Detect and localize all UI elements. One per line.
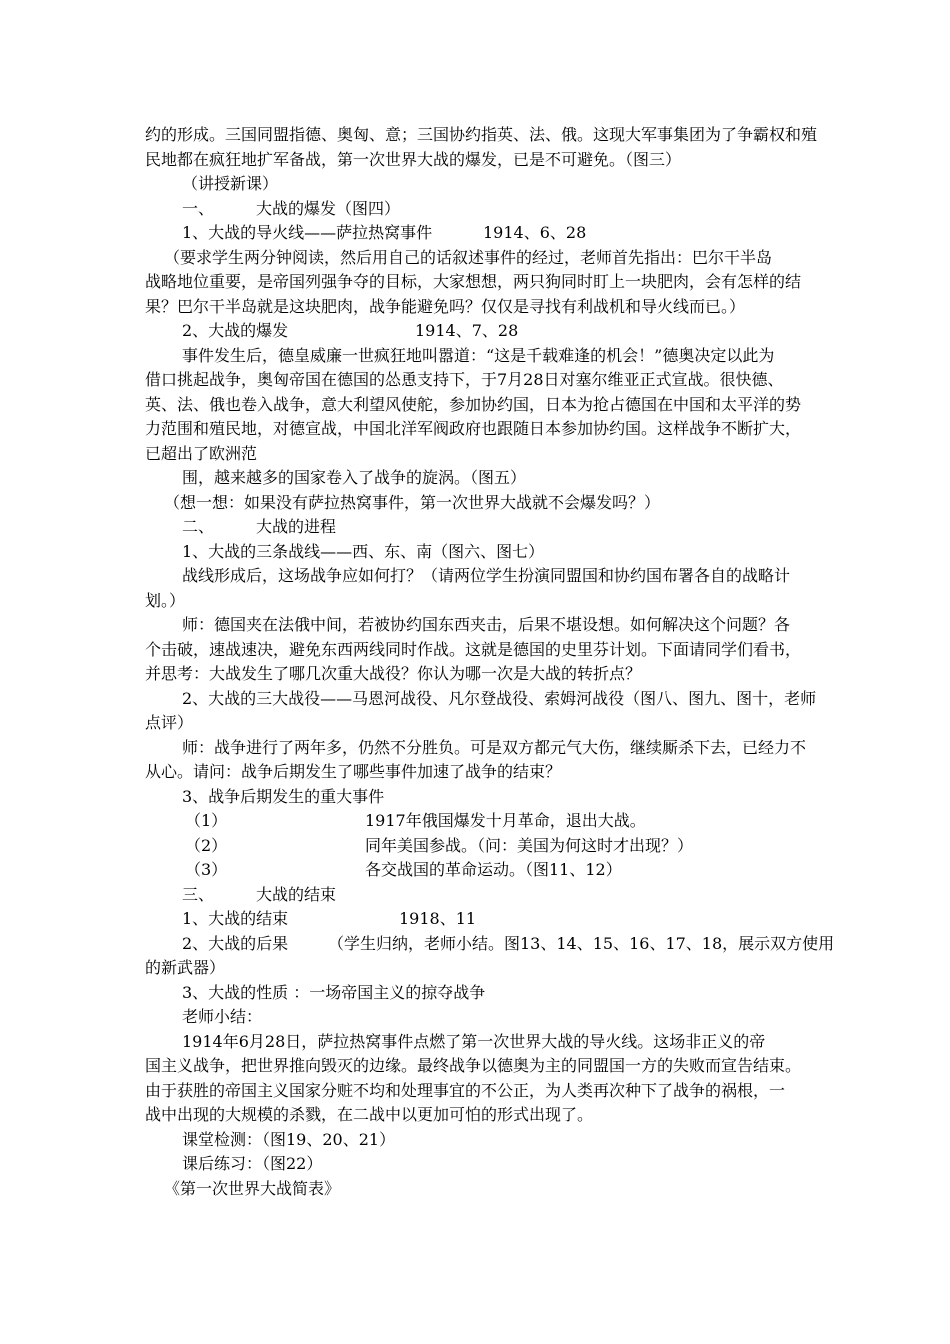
paragraph-line: 划。） — [145, 590, 186, 610]
list-text: 1917年俄国爆发十月革命，退出大战。 — [365, 811, 646, 830]
section-number: 二、 — [182, 517, 215, 536]
subsection-title: 1、大战的结束 — [182, 909, 289, 928]
paragraph-line: 1914年6月28日，萨拉热窝事件点燃了第一次世界大战的导火线。这场非正义的帝 — [182, 1031, 766, 1051]
document-page — [145, 123, 835, 1201]
list-item — [145, 858, 810, 883]
date-label: 1918、11 — [399, 909, 477, 928]
subsection-heading — [145, 907, 810, 932]
paragraph-line: 的新武器） — [145, 958, 226, 977]
paragraph-line: 果？巴尔干半岛就是这块肥肉，战争能避免吗？仅仅是寻找有利战机和导火线而已。） — [145, 296, 746, 316]
list-number: （3） — [185, 860, 228, 879]
paragraph-line: （要求学生两分钟阅读，然后用自己的话叙述事件的经过，老师首先指出：巴尔干半岛 — [164, 247, 773, 267]
paragraph-line: 已超出了欧洲范 — [145, 443, 258, 463]
section-title: 大战的进程 — [256, 517, 337, 536]
paragraph-line: 师：德国夹在法俄中间，若被协约国东西夹击，后果不堪设想。如何解决这个问题？各 — [182, 615, 791, 634]
subsection-title: 2、大战的爆发 — [182, 321, 289, 340]
paragraph-line: 战中出现的大规模的杀戮，在二战中以更加可怕的形式出现了。 — [145, 1105, 594, 1124]
paragraph-line: 课堂检测：（图19、20、21） — [182, 1129, 396, 1149]
paragraph-line: 个击破，速战速决，避免东西两线同时作战。这就是德国的史里芬计划。下面请同学们看书， — [145, 639, 802, 659]
paragraph-line: 力范围和殖民地，对德宣战，中国北洋军阀政府也跟随日本参加协约国。这样战争不断扩大， — [145, 419, 802, 438]
paragraph-line: 事件发生后，德皇威廉一世疯狂地叫嚣道：“这是千载难逢的机会！”德奥决定以此为 — [182, 345, 775, 365]
section-title: 大战的结束 — [256, 884, 337, 904]
section-title: 大战的爆发（图四） — [256, 198, 401, 218]
section-heading: （讲授新课） — [182, 174, 279, 193]
paragraph-line: 民地都在疯狂地扩军备战，第一次世界大战的爆发，已是不可避免。（图三） — [145, 149, 682, 169]
list-number: （2） — [185, 835, 228, 855]
list-text: 各交战国的革命运动。（图11、12） — [365, 860, 622, 879]
list-item — [145, 809, 810, 834]
paragraph-line: 师：战争进行了两年多，仍然不分胜负。可是双方都元气大伤，继续厮杀下去，已经力不 — [182, 737, 807, 757]
subsection-heading — [145, 221, 810, 246]
section-number: 三、 — [182, 884, 215, 904]
paragraph-line: 从心。请问：战争后期发生了哪些事件加速了战争的结束？ — [145, 762, 562, 781]
paragraph-text: （学生归纳，老师小结。图13、14、15、16、17、18，展示双方使用 — [328, 933, 835, 953]
date-label: 1914、7、28 — [415, 321, 519, 340]
section-heading — [145, 883, 810, 908]
paragraph-line: 约的形成。三国同盟指德、奥匈、意；三国协约指英、法、俄。这现大军事集团为了争霸权和殖 — [145, 125, 818, 144]
list-number: （1） — [185, 811, 228, 830]
paragraph-line: 课后练习：（图22） — [182, 1154, 323, 1173]
paragraph-line: 点评） — [145, 713, 194, 732]
paragraph-line: 英、法、俄也卷入战争，意大利望风使舵，参加协约国，日本为抢占德国在中国和太平洋的势 — [145, 394, 802, 414]
subsection-title: 1、大战的导火线——萨拉热窝事件 — [182, 223, 433, 242]
section-number: 一、 — [182, 198, 215, 218]
paragraph-line: 战线形成后，这场战争应如何打？（请两位学生扮演同盟国和协约国布署各自的战略计 — [182, 566, 791, 585]
paragraph-line: 围，越来越多的国家卷入了战争的旋涡。（图五） — [182, 468, 527, 487]
date-label: 1914、6、28 — [483, 223, 587, 242]
table-title: 《第一次世界大战简表》 — [164, 1178, 341, 1198]
paragraph-line: 借口挑起战争，奥匈帝国在德国的怂恿支持下，于7月28日对塞尔维亚正式宣战。很快德、 — [145, 370, 784, 389]
subsection-heading — [145, 932, 835, 957]
list-item — [145, 834, 810, 859]
paragraph-line: （想一想：如果没有萨拉热窝事件，第一次世界大战就不会爆发吗？） — [164, 492, 661, 512]
subsection-title: 2、大战的后果 — [182, 933, 289, 953]
section-heading — [145, 197, 810, 222]
paragraph-line: 并思考：大战发生了哪几次重大战役？你认为哪一次是大战的转折点？ — [145, 664, 642, 683]
list-text: 同年美国参战。（问：美国为何这时才出现？） — [365, 835, 694, 855]
section-heading — [145, 515, 810, 540]
subsection-heading — [145, 319, 810, 344]
paragraph-line: 战略地位重要，是帝国列强争夺的目标，大家想想，两只狗同时盯上一块肥肉，会有怎样的结 — [145, 272, 802, 291]
subsection-heading: 2、大战的三大战役——马恩河战役、凡尔登战役、索姆河战役（图八、图九、图十，老师 — [182, 688, 817, 708]
paragraph-line: 由于获胜的帝国主义国家分赃不均和处理事宜的不公正，为人类再次种下了战争的祸根，一 — [145, 1080, 786, 1100]
subsection-heading: 3、大战的性质 ：一场帝国主义的掠夺战争 — [182, 982, 486, 1002]
subsection-heading: 1、大战的三条战线——西、东、南（图六、图七） — [182, 541, 545, 561]
summary-label: 老师小结： — [182, 1007, 263, 1026]
subsection-heading: 3、战争后期发生的重大事件 — [182, 786, 385, 806]
paragraph-line: 国主义战争，把世界推向毁灭的边缘。最终战争以德奥为主的同盟国一方的失败而宣告结束。 — [145, 1056, 802, 1075]
